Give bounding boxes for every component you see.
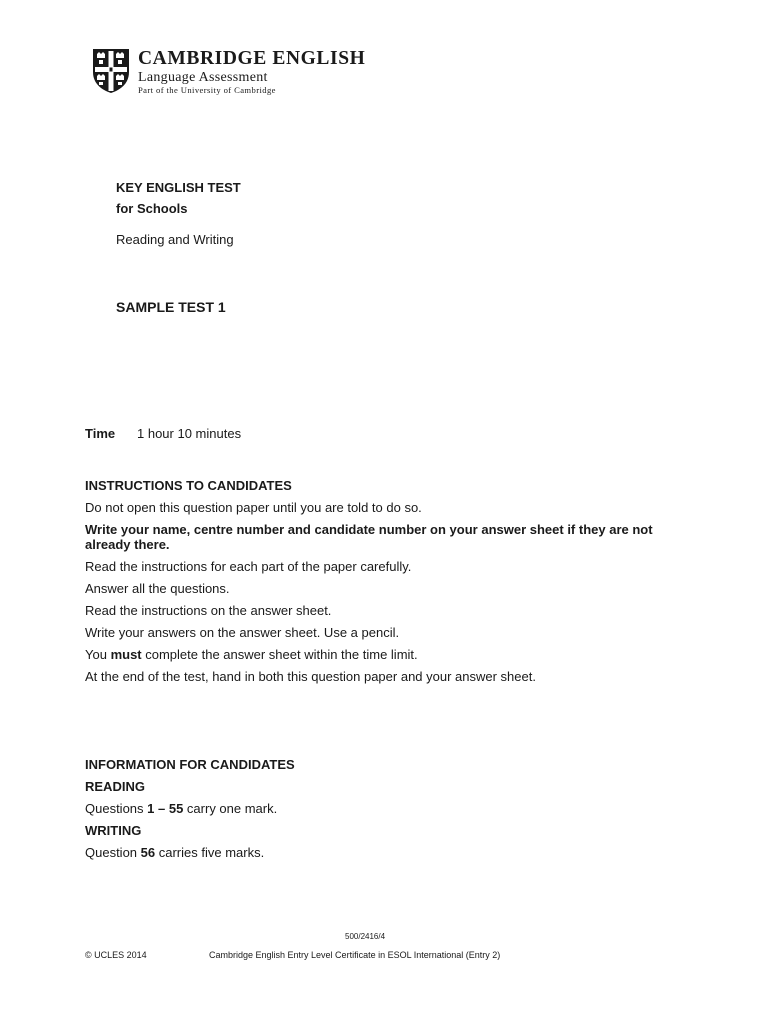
instructions-section (85, 478, 685, 691)
certificate-name: Cambridge English Entry Level Certificate in ESOL International (Entry 2) (209, 950, 501, 960)
instruction-line: Read the instructions on the answer sheet. (85, 603, 332, 618)
brand-name: CAMBRIDGE ENGLISH (138, 48, 366, 69)
instruction-line: Write your answers on the answer sheet. Use a pencil. (85, 625, 400, 640)
cambridge-english-logo (92, 48, 382, 94)
brand-subtitle: Language Assessment (138, 70, 268, 85)
instruction-line: Write your name, centre number and candidate number on your answer sheet if they are not already there. (85, 522, 653, 552)
copyright: © UCLES 2014 (85, 950, 147, 960)
brand-text (138, 48, 365, 96)
reading-text: Questions (85, 801, 148, 816)
instruction-text: You (85, 647, 111, 662)
writing-text: Question (85, 845, 141, 860)
writing-heading: WRITING (85, 823, 142, 838)
instruction-line: Read the instructions for each part of the paper carefully. (85, 559, 412, 574)
writing-marks (85, 845, 685, 860)
reading-marks (85, 801, 685, 816)
reading-heading: READING (85, 779, 145, 794)
instruction-line (85, 647, 685, 662)
instruction-emphasis: must (110, 647, 142, 662)
exam-title: KEY ENGLISH TEST (116, 180, 241, 195)
instruction-text: complete the answer sheet within the time limit. (141, 647, 418, 662)
writing-text: carries five marks. (155, 845, 265, 860)
instruction-line: At the end of the test, hand in both this question paper and your answer sheet. (85, 669, 536, 684)
instruction-line: Do not open this question paper until you are told to do so. (85, 500, 422, 515)
cambridge-crest-icon (92, 48, 130, 94)
exam-subtitle: for Schools (116, 201, 188, 216)
information-section (85, 757, 685, 867)
instructions-heading: INSTRUCTIONS TO CANDIDATES (85, 478, 292, 493)
instruction-line: Answer all the questions. (85, 581, 230, 596)
writing-question: 56 (140, 845, 156, 860)
paper-name: Reading and Writing (116, 232, 234, 247)
paper-code: 500/2416/4 (345, 932, 386, 941)
brand-affiliation: Part of the University of Cambridge (138, 85, 276, 95)
reading-text: carry one mark. (183, 801, 278, 816)
information-heading: INFORMATION FOR CANDIDATES (85, 757, 295, 772)
reading-range: 1 – 55 (147, 801, 184, 816)
time-value: 1 hour 10 minutes (137, 426, 242, 441)
time-label: Time (85, 426, 116, 441)
sample-test-label: SAMPLE TEST 1 (116, 299, 226, 315)
